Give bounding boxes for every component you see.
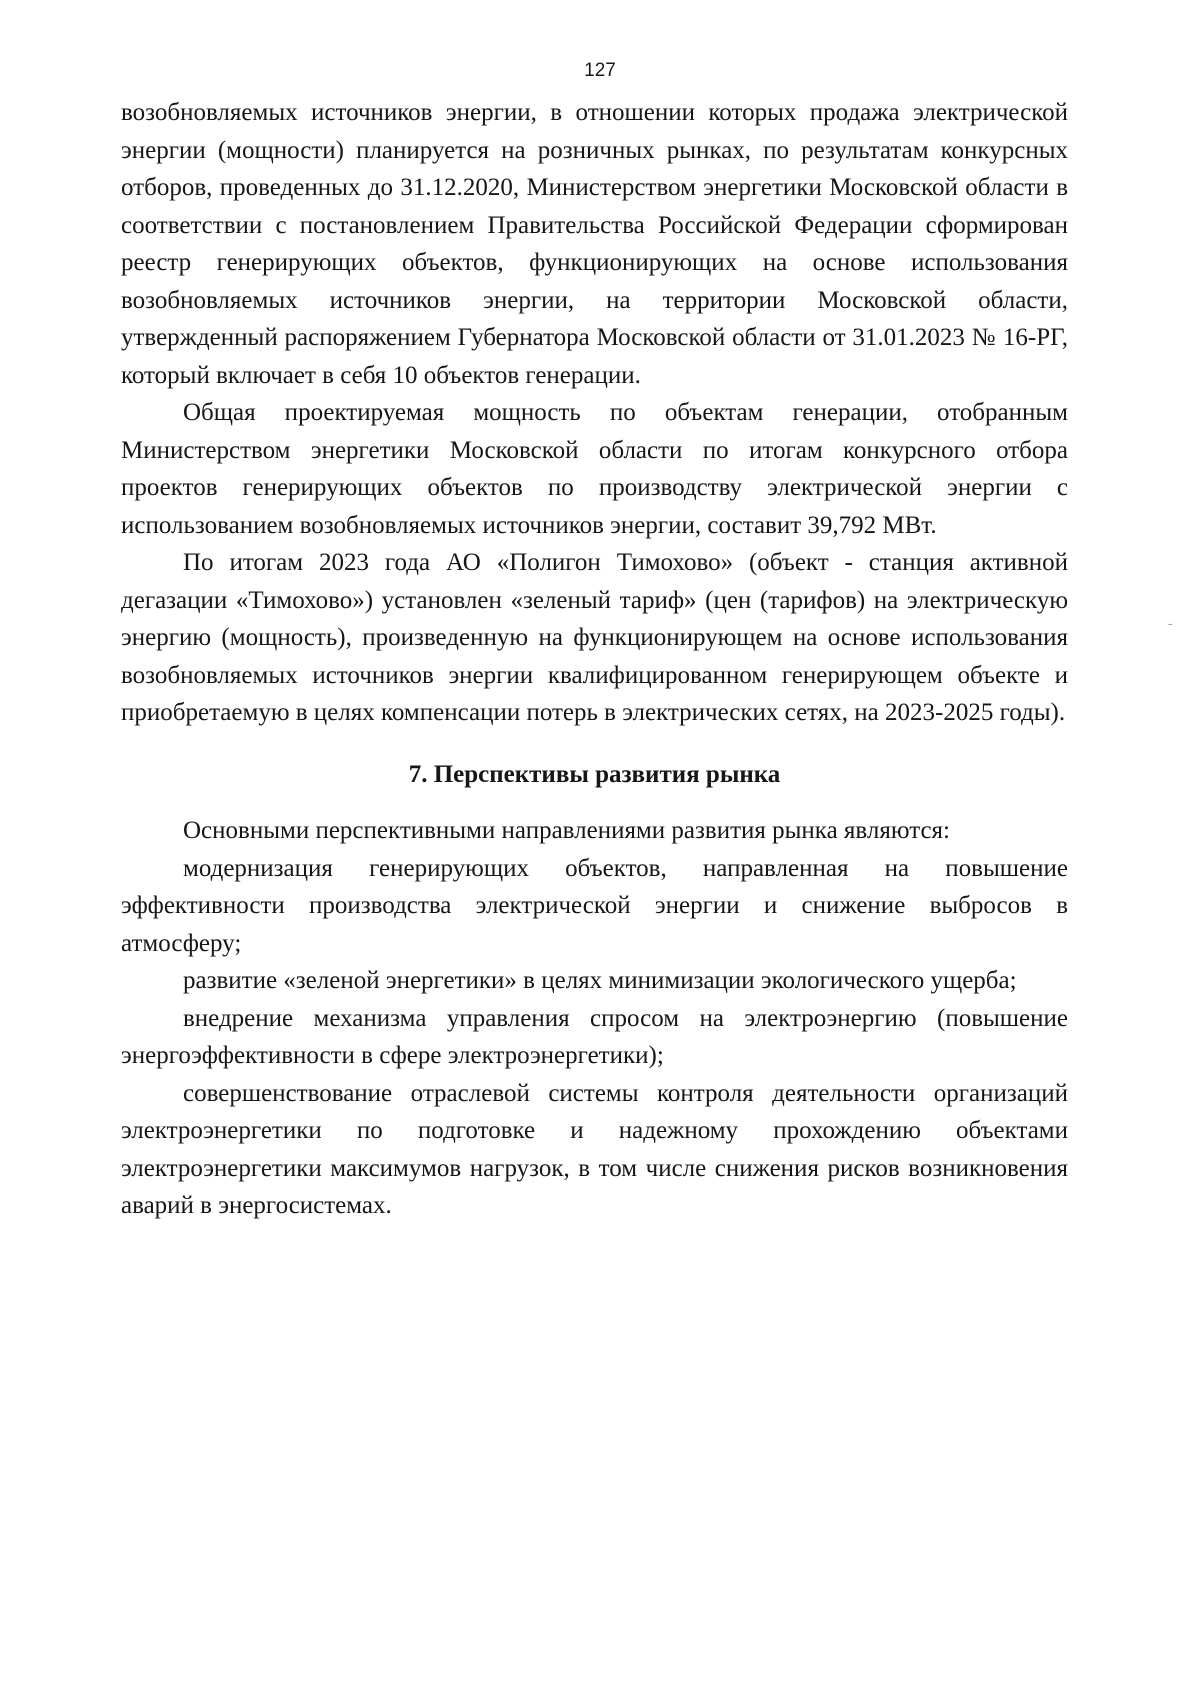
list-item-green-energy: развитие «зеленой энергетики» в целях минимизации экологического ущерба; [183, 967, 1017, 994]
body-paragraph-capacity: Общая проектируемая мощность по объектам генерации, отобранным Министерством энергетики Московской области по итогам конкурсного отбора проектов генерирующих объектов по производству электрической энергии с использованием возобновляемых источников энергии, составит 39,792 МВт. [121, 399, 1068, 539]
section-intro: Основными перспективными направлениями развития рынка являются: [183, 817, 950, 844]
list-item-demand-management: внедрение механизма управления спросом на электроэнергию (повышение энергоэффективности в сфере электроэнергетики); [121, 1004, 1068, 1069]
document-body [121, 94, 1068, 1225]
page-number: 127 [584, 60, 616, 81]
body-paragraph-tariff: По итогам 2023 года АО «Полигон Тимохово» (объект - станция активной дегазации «Тимохово») установлен «зеленый тариф» (цен (тарифов) на электрическую энергию (мощность), произведенную на функционирующем на основе использования возобновляемых источников энергии квалифицированном генерирующем объекте и приобретаемую в целях компенсации потерь в электрических сетях, на 2023-2025 годы). [121, 549, 1068, 726]
section-heading: 7. Перспективы развития рынка [408, 760, 781, 788]
scan-mark: - [1168, 615, 1173, 631]
list-item-modernization: модернизация генерирующих объектов, направленная на повышение эффективности производства электрической энергии и снижение выбросов в атмосферу; [121, 854, 1068, 957]
list-item-control-system: совершенствование отраслевой системы контроля деятельности организаций электроэнергетики по подготовке и надежному прохождению объектами электроэнергетики максимумов нагрузок, в том числе снижения рисков возникновения аварий в энергосистемах. [121, 1079, 1068, 1219]
body-paragraph-continuation: возобновляемых источников энергии, в отношении которых продажа электрической энергии (мощности) планируется на розничных рынках, по результатам конкурсных отборов, проведенных до 31.12.2020, Министерством энергетики Московской области в соответствии с постановлением Правительства Российской Федерации сформирован реестр генерирующих объектов, функционирующих на основе использования возобновляемых источников энергии, на территории Московской области, утвержденный распоряжением Губернатора Московской области от 31.01.2023 № 16-РГ, который включает в себя 10 объектов генерации. [121, 99, 1068, 389]
